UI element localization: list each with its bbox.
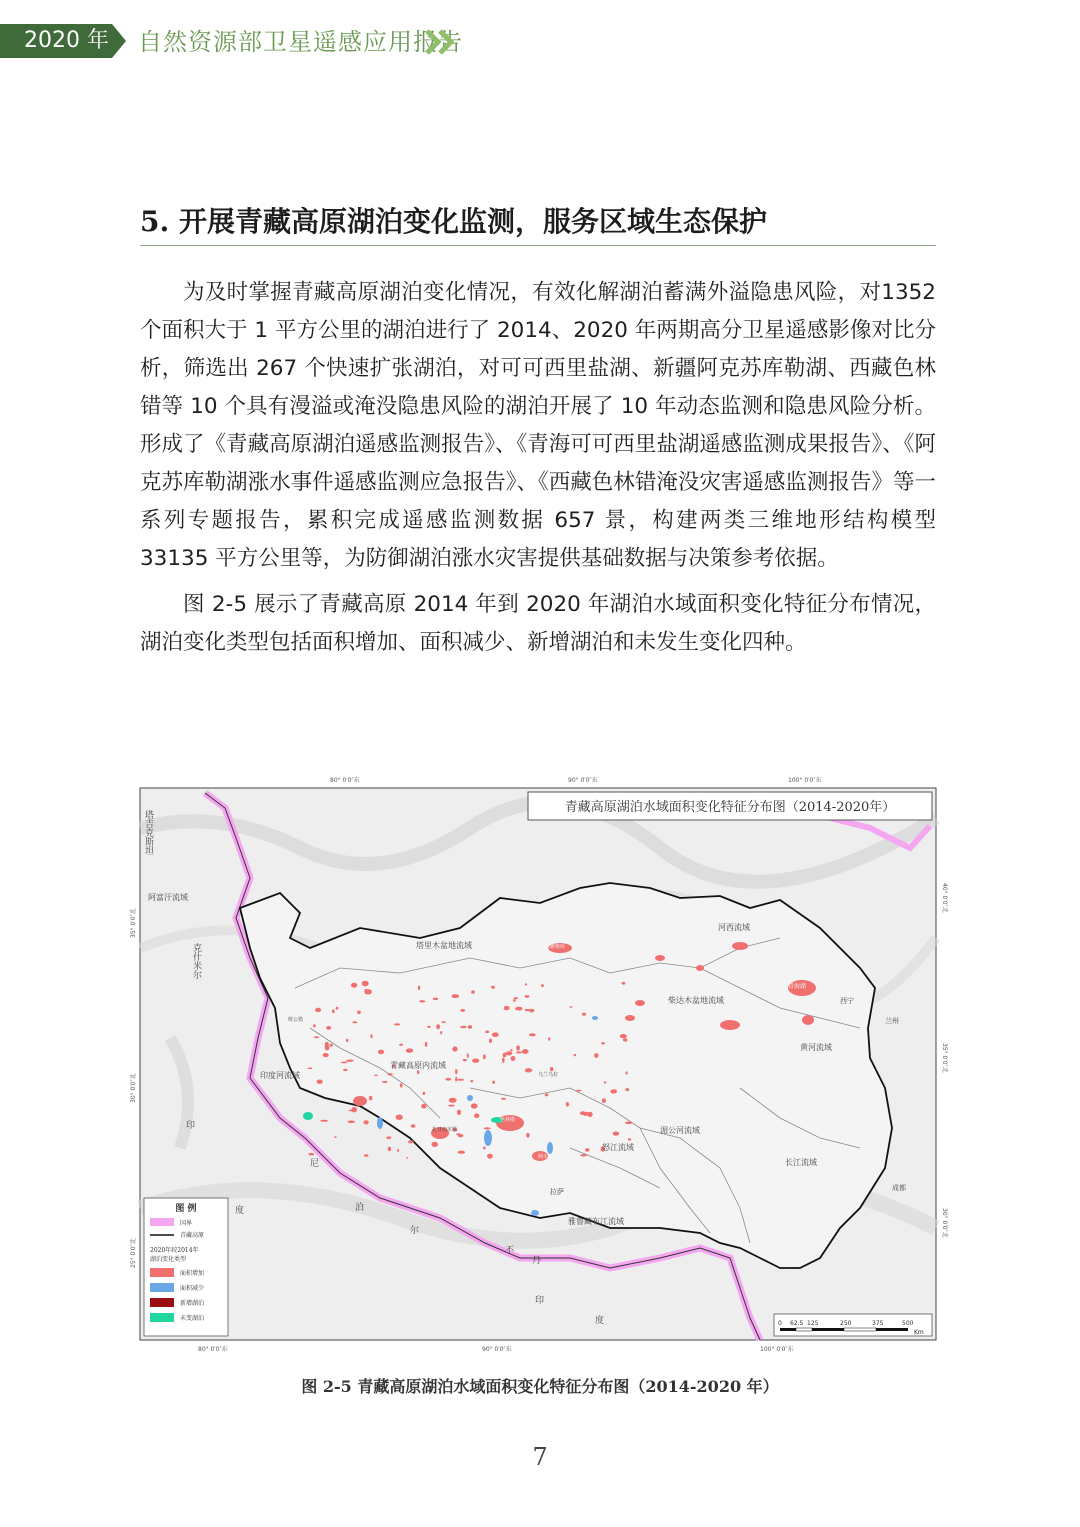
lake-patch: [604, 1081, 607, 1083]
label-lake-2: 班公错: [288, 1017, 304, 1023]
lake-patch: [436, 1024, 440, 1029]
coord-bottom-2: 90° 0′0″东: [482, 1346, 512, 1353]
lake-patch: [363, 1120, 368, 1124]
lake-patch: [460, 1026, 467, 1029]
lake-patch: [545, 1093, 549, 1096]
lake-patch: [441, 1021, 445, 1023]
lake-patch: [364, 1154, 369, 1157]
lake-patch: [317, 1080, 323, 1084]
lake-patch: [440, 1031, 442, 1034]
lake-patch: [471, 990, 475, 994]
lake-patch: [456, 1133, 461, 1135]
lake-patch: [351, 1107, 357, 1112]
lake-patch: [580, 1154, 587, 1156]
lake-patch: [610, 1089, 617, 1093]
lake-patch: [374, 1075, 378, 1077]
lake-patch: [458, 1151, 465, 1154]
label-bhutan-2: 丹: [532, 1256, 542, 1266]
lake-patch: [576, 1090, 581, 1092]
lake-patch: [323, 1053, 329, 1057]
lake-patch: [452, 1046, 457, 1051]
label-qaidam: 柴达木盆地流域: [668, 996, 724, 1005]
lake-patch: [474, 1113, 479, 1118]
lake-patch: [386, 1136, 391, 1139]
lake-patch: [525, 1068, 532, 1072]
lake-patch: [330, 1044, 333, 1047]
lake-patch: [369, 1096, 372, 1101]
lake-patch: [514, 997, 518, 999]
lake-change-map: [130, 777, 948, 1353]
label-bhutan-1: 不: [505, 1246, 515, 1256]
label-inner-basin: 青藏高原内流域: [390, 1061, 446, 1070]
lake-patch: [346, 1039, 349, 1042]
lake-patch: [526, 1133, 529, 1138]
lake-patch: [569, 1006, 572, 1008]
lake-patch: [417, 1070, 419, 1074]
lake-patch: [529, 1033, 536, 1036]
lake-patch: [411, 1124, 416, 1128]
lake-patch: [423, 1092, 426, 1095]
lake-patch: [510, 1049, 513, 1051]
legend-subtitle-2: 湖泊变化类型: [150, 1256, 187, 1263]
legend-border-label: 国界: [180, 1220, 193, 1227]
lake-patch: [351, 983, 357, 988]
label-lake-5: 纳木错: [538, 1154, 554, 1160]
label-salween: 怒江流域: [602, 1143, 634, 1152]
lake-patch: [400, 1083, 403, 1087]
lake-patch: [313, 1024, 316, 1027]
legend-subtitle-1: 2020年较2014年: [150, 1247, 199, 1254]
scale-tick-1: 62.5: [790, 1320, 804, 1327]
lake-patch: [463, 1059, 467, 1061]
body-paragraph-1: 为及时掌握青藏高原湖泊变化情况，有效化解湖泊蓄满外溢隐患风险，对1352 个面积大于 1 平方公里的湖泊进行了 2014、2020 年两期高分卫星遥感影像对比分析，筛选出 267 个快速扩张湖泊，对可可西里盐湖、新疆阿克苏库勒湖、西藏色林错等 10 个具有漫溢或淹没隐患风险的湖泊开展了 10 年动态监测和隐患风险分析。形成了《青藏高原湖泊遥感监测报告》、《青海可可西里盐湖遥感监测成果报告》、《阿克苏库勒湖涨水事件遥感监测应急报告》、《西藏色林错淹没灾害遥感监测报告》等一系列专题报告，累积完成遥感监测数据 657 景，构建两类三维地形结构模型 33135 平方公里等，为防御湖泊涨水灾害提供基础数据与决策参考依据。: [140, 280, 936, 571]
lake-patch: [455, 1077, 457, 1082]
lake-patch: [448, 1105, 455, 1107]
lake-patch: [511, 1056, 516, 1061]
lake-patch: [492, 1032, 499, 1037]
lake-patch: [468, 1025, 472, 1029]
lake-patch: [365, 989, 367, 991]
lake-patch: [501, 1098, 506, 1100]
lake-patch: [433, 998, 438, 1001]
lake-patch: [387, 1073, 392, 1075]
lake-patch: [525, 983, 527, 985]
title-divider: [140, 245, 936, 246]
lake-patch: [513, 999, 516, 1002]
lake-patch: [406, 1048, 413, 1052]
legend-title: 图 例: [175, 1204, 197, 1214]
lake-patch: [408, 1140, 414, 1143]
lake-patch: [394, 1023, 400, 1025]
label-lake-6: 乌兰乌拉: [538, 1072, 559, 1078]
lake-patch: [315, 1008, 321, 1012]
lake-patch: [348, 1121, 355, 1124]
label-lake-1: 阿雅格库: [545, 944, 566, 950]
lake-patch: [445, 1078, 451, 1081]
coord-bottom-3: 100° 0′0″东: [760, 1346, 794, 1353]
lake-patch: [332, 1009, 335, 1013]
coord-bottom-1: 80° 0′0″东: [198, 1346, 228, 1353]
label-tajikistan: 塔吉克斯坦: [143, 810, 153, 855]
coord-top-2: 90° 0′0″东: [568, 777, 598, 784]
lake-patch: [457, 1079, 464, 1081]
lake-patch: [613, 1132, 619, 1136]
lake-patch: [566, 1102, 569, 1107]
report-title: 自然资源部卫星遥感应用报告: [138, 28, 463, 56]
lake-patch: [314, 1036, 320, 1038]
lake-patch: [419, 1000, 425, 1002]
coord-top-3: 100° 0′0″东: [788, 777, 822, 784]
coord-left-2: 30° 0′0″北: [130, 1073, 137, 1103]
lake-patch: [320, 1120, 328, 1122]
label-brahmaputra: 雅鲁藏布江流域: [568, 1217, 624, 1226]
label-xining: 西宁: [840, 997, 854, 1005]
label-lake-3: 色林错: [500, 1117, 516, 1123]
lake-patch: [471, 1080, 474, 1083]
label-indus: 印度河流域: [260, 1071, 300, 1080]
lake-patch: [353, 1021, 358, 1023]
lake-patch: [336, 1007, 339, 1010]
label-nepal-2: 泊: [355, 1203, 365, 1213]
lake-patch: [625, 1122, 633, 1125]
scale-tick-2: 125: [807, 1320, 819, 1327]
lake-patch: [502, 1057, 505, 1063]
lake-patch: [583, 1112, 589, 1116]
chevron-right-icon: [424, 28, 458, 56]
year-tab-arrow: [112, 24, 126, 58]
lake-patch: [602, 1098, 606, 1103]
lake-patch: [343, 1069, 348, 1071]
lake-patch: [594, 1053, 598, 1058]
label-nepal-1: 尼: [310, 1159, 320, 1169]
label-yangtze: 长江流域: [785, 1158, 817, 1167]
lake-patch: [491, 986, 495, 989]
lake-patch: [585, 1148, 589, 1152]
lake-patch: [622, 982, 626, 985]
lake-patch: [620, 1034, 627, 1038]
lake-patch: [506, 1051, 513, 1055]
lake-patch: [418, 986, 420, 991]
lake-patch: [471, 1103, 478, 1108]
label-kashmir: 克什米尔: [191, 943, 201, 979]
lake-patch: [425, 1042, 427, 1047]
figure-caption: 图 2-5 青藏高原湖泊水域面积变化特征分布图（2014-2020 年）: [301, 1377, 779, 1396]
label-hexi: 河西流域: [718, 923, 750, 932]
label-mekong: 湄公河流域: [660, 1126, 700, 1135]
coord-top-1: 80° 0′0″东: [330, 777, 360, 784]
lake-patch: [516, 1051, 523, 1053]
lake-patch: [378, 1050, 384, 1055]
lake-patch: [451, 994, 459, 998]
label-chengdu: 成都: [892, 1184, 906, 1192]
lake-patch: [396, 1115, 403, 1120]
page-number: 7: [532, 1443, 548, 1471]
lake-patch: [524, 1009, 530, 1011]
map-title: 青藏高原湖泊水域面积变化特征分布图（2014-2020年）: [564, 800, 896, 815]
label-lhasa: 拉萨: [550, 1188, 564, 1196]
lake-patch: [522, 1049, 529, 1054]
label-qinghai-lake: 青海湖: [788, 983, 807, 990]
scale-tick-3: 250: [840, 1320, 852, 1327]
scale-tick-0: 0: [778, 1320, 782, 1327]
lake-patch: [484, 1127, 491, 1129]
lake-patch: [492, 1081, 495, 1084]
lake-patch: [308, 1153, 314, 1156]
lake-patch: [472, 1059, 479, 1063]
lake-patch: [525, 995, 530, 998]
lake-patch: [548, 1037, 550, 1041]
lake-patch: [308, 1068, 313, 1070]
label-lake-4: 扎日南木错: [432, 1127, 458, 1133]
lake-patch: [582, 1013, 586, 1016]
lake-patch: [487, 1154, 493, 1159]
scale-bar: [774, 1314, 932, 1336]
lake-patch: [357, 1011, 361, 1015]
coord-right-1: 40° 0′0″北: [941, 883, 948, 913]
lake-patch: [427, 1026, 430, 1028]
lake-patch: [541, 984, 544, 987]
scale-tick-4: 375: [872, 1320, 884, 1327]
lake-patch: [625, 1088, 629, 1091]
label-nepal-3: 尔: [410, 1226, 420, 1236]
scale-unit: Km: [914, 1329, 924, 1336]
lake-patch: [574, 1054, 577, 1056]
lake-patch: [334, 1136, 336, 1138]
legend-increase-label: 面积增加: [180, 1270, 205, 1277]
body-paragraph-2: 图 2-5 展示了青藏高原 2014 年到 2020 年湖泊水域面积变化特征分布情况，湖泊变化类型包括面积增加、面积减少、新增湖泊和未发生变化四种。: [140, 592, 936, 655]
legend-decrease-label: 面积减少: [180, 1285, 205, 1292]
coord-left-3: 25° 0′0″北: [130, 1238, 137, 1268]
lake-patch: [382, 1081, 388, 1083]
lake-patch: [406, 1157, 408, 1159]
legend-unchanged-label: 未变湖泊: [180, 1315, 205, 1322]
lake-patch: [504, 1006, 510, 1010]
lake-patch: [601, 1042, 604, 1045]
lake-patch: [370, 1034, 372, 1038]
lake-patch: [515, 1007, 522, 1011]
lake-patch: [550, 1067, 553, 1071]
label-yellow-river: 黄河流域: [800, 1043, 832, 1052]
page-header: [0, 22, 1080, 64]
lake-patch: [449, 1098, 457, 1103]
lake-patch: [455, 1069, 457, 1074]
lake-patch: [485, 1031, 489, 1034]
lake-patch: [457, 1110, 461, 1115]
lake-patch: [431, 1142, 438, 1147]
lake-patch: [516, 1045, 520, 1050]
lake-patch: [460, 1009, 465, 1012]
lake-patch: [397, 1149, 399, 1152]
lake-patch: [341, 1062, 348, 1064]
lake-patch: [489, 1039, 492, 1044]
lake-patch: [623, 1038, 628, 1042]
lake-patch: [483, 1147, 486, 1150]
lake-patch: [399, 1044, 403, 1046]
label-afghan: 阿富汗流域: [148, 893, 188, 902]
legend-plateau-label: 青藏高原: [180, 1232, 205, 1239]
lake-patch: [325, 1042, 329, 1048]
section-title: 5. 开展青藏高原湖泊变化监测，服务区域生态保护: [140, 205, 767, 238]
lake-patch: [421, 1104, 426, 1109]
coord-right-2: 35° 0′0″北: [941, 1043, 948, 1073]
label-india-4: 度: [595, 1316, 605, 1326]
label-tarim: 塔里木盆地流域: [416, 941, 472, 950]
label-india-2: 度: [235, 1206, 245, 1216]
coord-right-3: 30° 0′0″北: [941, 1208, 948, 1238]
lake-patch: [346, 1060, 354, 1062]
lake-patch: [628, 1138, 631, 1140]
coord-left-1: 35° 0′0″北: [130, 908, 137, 938]
lake-patch: [326, 1026, 331, 1030]
label-lanzhou: 兰州: [885, 1017, 899, 1025]
lake-patch: [626, 1071, 628, 1074]
scale-tick-5: 500: [902, 1320, 914, 1327]
year-tab: 2020 年: [0, 24, 112, 58]
label-india-3: 印: [535, 1296, 545, 1306]
map-legend: [144, 1198, 228, 1336]
lake-patch: [483, 1054, 486, 1059]
legend-new-label: 新增湖泊: [180, 1300, 205, 1307]
lake-patch: [467, 1053, 469, 1058]
lake-patch: [388, 1147, 391, 1151]
label-india-1: 印: [186, 1121, 196, 1131]
lake-patch: [362, 981, 369, 987]
